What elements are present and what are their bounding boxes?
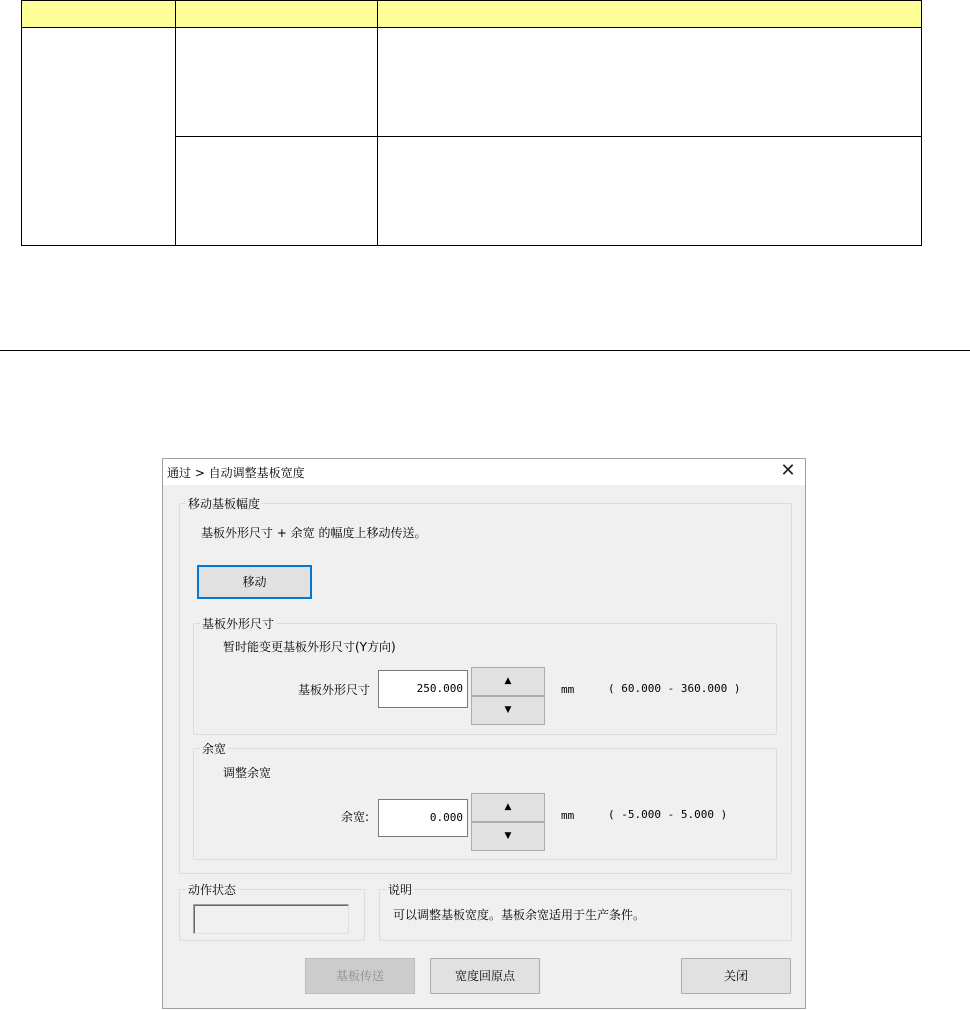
margin-spin-up[interactable]	[471, 793, 545, 822]
board-size-spin-up[interactable]	[471, 667, 545, 696]
arrow-up-icon: ▲	[504, 802, 512, 812]
table-cell	[378, 28, 922, 137]
move-width-group-label: 移动基板幅度	[188, 497, 261, 511]
table-cell	[378, 137, 922, 246]
horizontal-divider	[0, 350, 970, 351]
table-cell	[176, 137, 378, 246]
board-size-label: 基板外形尺寸	[298, 683, 371, 697]
close-button[interactable]: 关闭	[681, 958, 791, 994]
board-size-group-label: 基板外形尺寸	[202, 617, 275, 631]
arrow-down-icon: ▼	[504, 705, 512, 715]
close-icon[interactable]: ✕	[780, 460, 796, 481]
margin-label: 余宽:	[341, 810, 370, 824]
board-size-note: 暂时能变更基板外形尺寸(Y方向)	[223, 640, 396, 654]
table-cell	[176, 28, 378, 137]
dialog-title: 通过 > 自动调整基板宽度	[167, 466, 305, 480]
auto-width-dialog	[162, 458, 806, 1009]
move-button[interactable]: 移动	[197, 565, 312, 599]
dialog-titlebar	[163, 459, 805, 485]
margin-range: ( -5.000 - 5.000 )	[608, 808, 728, 821]
margin-input[interactable]: 0.000	[378, 799, 468, 837]
explain-group-label: 说明	[388, 883, 413, 897]
arrow-up-icon: ▲	[504, 676, 512, 686]
margin-group-label: 余宽	[202, 742, 227, 756]
move-description: 基板外形尺寸 + 余宽 的幅度上移动传送。	[201, 526, 427, 540]
explain-text: 可以调整基板宽度。基板余宽适用于生产条件。	[393, 908, 646, 922]
table-cell	[22, 28, 176, 246]
board-size-spin-down[interactable]	[471, 696, 545, 725]
board-size-input[interactable]: 250.000	[378, 670, 468, 708]
status-group-label: 动作状态	[188, 883, 237, 897]
status-display	[193, 904, 349, 934]
board-size-unit: mm	[561, 683, 575, 696]
board-transfer-button[interactable]: 基板传送	[305, 958, 415, 994]
margin-unit: mm	[561, 809, 575, 822]
header-cell	[22, 1, 176, 28]
header-cell	[378, 1, 922, 28]
margin-spin-down[interactable]	[471, 822, 545, 851]
table-row	[22, 28, 922, 137]
margin-note: 调整余宽	[223, 766, 272, 780]
board-size-range: ( 60.000 - 360.000 )	[608, 682, 741, 695]
arrow-down-icon: ▼	[504, 831, 512, 841]
width-origin-button[interactable]: 宽度回原点	[430, 958, 540, 994]
table-header-row	[22, 1, 922, 28]
document-table	[21, 0, 922, 246]
header-cell	[176, 1, 378, 28]
